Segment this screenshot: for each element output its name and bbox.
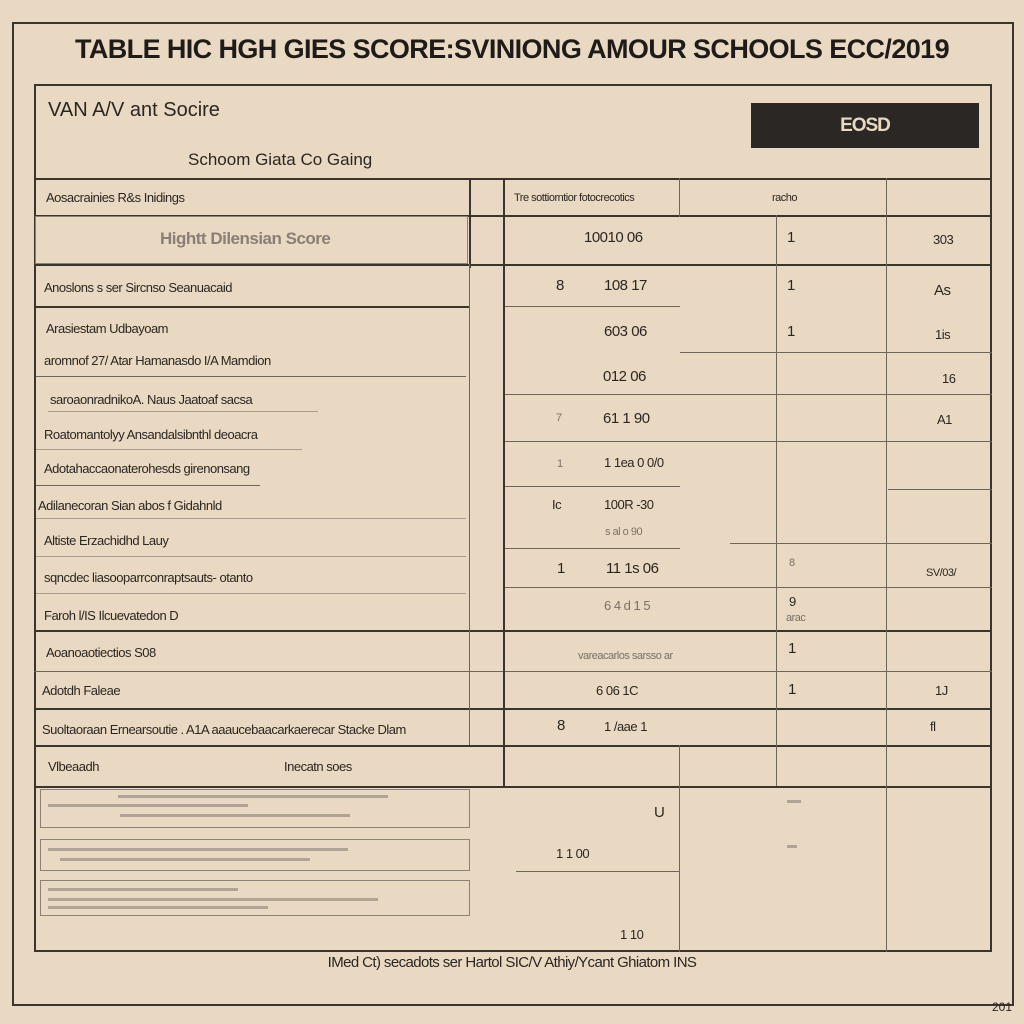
table-row-mark: 1 <box>788 681 796 698</box>
table-row-extra: As <box>934 282 951 299</box>
table-row-lead: 1 <box>557 560 565 577</box>
table-row-value-secondary: s al o 90 <box>605 526 643 538</box>
table-row-mark: 1 <box>787 277 795 294</box>
footer-note: IMed Ct) secadots ser Hartol SIC/V Athiy/Ycant Ghiatom INS <box>327 954 697 971</box>
table-row-value: 100R -30 <box>604 497 654 512</box>
column-header: racho <box>772 192 798 204</box>
page-number: 201 <box>991 1000 1012 1014</box>
table-row-label: Adotahaccaonaterohesds girenonsang <box>44 461 250 476</box>
summary-left: Vlbeaadh <box>48 759 99 774</box>
summary-right: Inecatn soes <box>284 759 352 774</box>
table-row-value: 603 06 <box>604 323 647 340</box>
page-title: TABLE HIC HGH GIES SCORE:SVINIONG AMOUR SCHOOLS ECC/2019 <box>74 34 949 64</box>
table-row-label: Aoanoaotiectios S08 <box>46 645 156 660</box>
table-row-label: saroaonradnikoA. Naus Jaatoaf sacsa <box>50 392 253 407</box>
table-row-value: 6 4 d 1 5 <box>604 598 651 613</box>
footer-rule <box>12 1005 980 1006</box>
highlight-extra: 303 <box>933 232 954 247</box>
table-row-lead: 7 <box>556 412 562 424</box>
panel-title: VAN A/V ant Socire <box>48 99 220 121</box>
table-row-value: vareacarlos sarsso ar <box>578 650 673 662</box>
table-row-lead: Ic <box>552 497 562 512</box>
table-row-mark: 9 <box>789 594 796 609</box>
bottom-value: U <box>654 804 665 821</box>
table-row-label: Adilanecoran Sian abos f Gidahnld <box>38 498 222 513</box>
column-header: Aosacrainies R&s Inidings <box>46 190 185 205</box>
table-row-value: 1 /aae 1 <box>604 719 647 734</box>
table-row-mark: 1 <box>788 640 796 657</box>
bottom-value: 1 10 <box>620 927 644 942</box>
table-row-value: 61 1 90 <box>603 410 650 427</box>
table-row-value: 11 1s 06 <box>606 560 659 577</box>
bottom-value: 1 1 00 <box>556 846 590 861</box>
table-row-lead: 8 <box>557 717 565 734</box>
table-row-value: 108 17 <box>604 277 647 294</box>
highlight-value: 10010 06 <box>584 229 643 246</box>
highlight-mark: 1 <box>787 229 795 246</box>
table-row-lead: 1 <box>557 458 563 470</box>
table-row-extra: 16 <box>942 371 956 386</box>
table-row-mark: 8 <box>789 557 795 569</box>
table-row-mark-secondary: arac <box>786 612 806 624</box>
highlight-label: Hightt Dilensian Score <box>160 229 331 248</box>
table-row-value: 1 1ea 0 0/0 <box>604 455 664 470</box>
table-row-label: Suoltaoraan Ernearsoutie . A1A aaaucebaacarkaerecar Stacke Dlam <box>42 722 406 737</box>
score-badge: EOSD <box>751 103 979 148</box>
table-row-value: 012 06 <box>603 368 646 385</box>
table-row-label: aromnof 27/ Atar Hamanasdo I/A Mamdion <box>44 353 271 368</box>
table-row-label: Faroh l/IS Ilcuevatedon D <box>44 608 179 623</box>
table-row-label: sqncdec liasooparrconraptsauts- otanto <box>44 570 253 585</box>
panel-subtitle: Schoom Giata Co Gaing <box>188 150 373 169</box>
table-row-extra: A1 <box>937 412 952 427</box>
table-row-mark: 1 <box>787 323 795 340</box>
table-row-label: Altiste Erzachidhd Lauy <box>44 533 169 548</box>
table-row-extra: 1is <box>935 327 951 342</box>
table-row-value: 6 06 1C <box>596 683 639 698</box>
table-row-extra: fl <box>930 719 936 734</box>
table-row-lead: 8 <box>556 277 564 294</box>
table-row-label: Roatomantolyy Ansandalsibnthl deoacra <box>44 427 258 442</box>
table-row-label: Adotdh Faleae <box>42 683 121 698</box>
column-header: Tre sottiorntior fotocrecotics <box>514 192 635 204</box>
table-row-extra: 1J <box>935 683 948 698</box>
table-row-label: Arasiestam Udbayoam <box>46 321 168 336</box>
faded-box <box>40 839 470 871</box>
table-row-extra: SV/03/ <box>926 567 957 579</box>
table-row-label: Anoslons s ser Sircnso Seanuacaid <box>44 280 233 295</box>
